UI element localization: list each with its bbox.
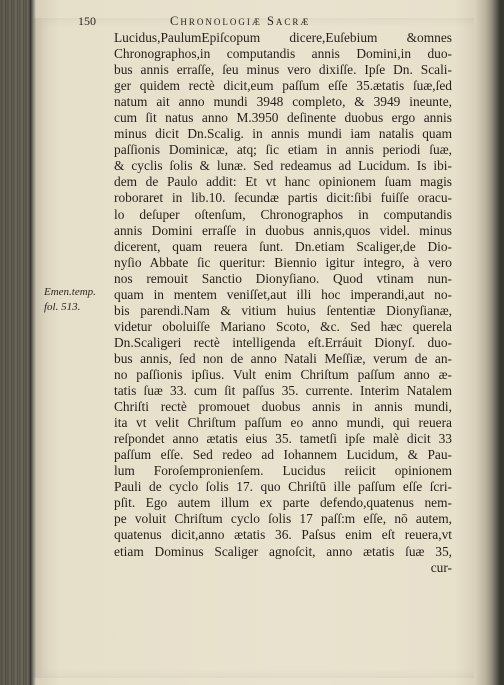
text-line: etiam Dominus Scaliger agnoſcit, anno ætatis ſuæ 35, — [114, 543, 452, 559]
running-title: Chronologiæ Sacræ — [170, 14, 311, 28]
text-line: pe voluit Chriſtum cyclo ſolis 17 paſſ:m eſſe, nō autem, — [114, 511, 452, 527]
text-line: Pauli de cyclo ſolis 17. quo Chriſtū ille paſſum eſſe ſcri- — [114, 479, 452, 495]
margin-note-line: fol. 513. — [44, 301, 81, 313]
text-line: bis parendi.Nam & vitium huius ſententiæ Dionyſianæ, — [114, 302, 452, 318]
text-line: quatenus dicit,anno ætatis 36. Paſsus enim eſt reuera,vt — [114, 527, 452, 543]
text-line: ita vt velit Chriſtum paſſum eo anno mundi, qui reuera — [114, 415, 452, 431]
text-line: ger quidem rectè dicit,eum paſſum eſſe 35.ætatis ſuæ,ſed — [114, 78, 452, 94]
text-line: nos remouit Sanctio Dionyſiano. Quod vtinam nun- — [114, 270, 452, 286]
text-line: bus annis, ſed non de anno Natali Meſſiæ, verum de an- — [114, 350, 452, 366]
book-binding-edge — [0, 0, 30, 685]
text-line: Chriſti rectè promouet duobus annis in annis mundi, — [114, 399, 452, 415]
text-line: dicerent, quam reuera ſunt. Dn.etiam Scaliger,de Dio- — [114, 238, 452, 254]
text-line: & cyclis ſolis & lunæ. Sed redeamus ad Lucidum. Is ibi- — [114, 158, 452, 174]
text-line: videtur oboluiſſe Mariano Scoto, &c. Sed hæc querela — [114, 318, 452, 334]
margin-note-line: Emen.temp. — [44, 286, 96, 298]
body-text — [114, 30, 452, 576]
text-line: lo deſuper oſtenſum, Chronographos in computandis — [114, 206, 452, 222]
text-line: pſit. Ego autem illum ex parte defendo,quatenus nem- — [114, 495, 452, 511]
text-line: nyſio Abbate ſic queritur: Biennio igitur integro, à vero — [114, 254, 452, 270]
text-line: reſpondet anno ætatis eius 35. tametſi ipſe malè dicit 33 — [114, 431, 452, 447]
page-number: 150 — [78, 14, 96, 28]
text-line: no paſſionis ipſius. Vult enim Chriſtum paſſum anno æ- — [114, 366, 452, 382]
text-line: paſſionis Dominicæ, atq; ſic etiam in annis periodi ſuæ, — [114, 142, 452, 158]
text-line: cum ſit natus anno M.3950 deſinente duobus ergo annis — [114, 110, 452, 126]
margin-note — [44, 285, 110, 315]
text-line: natum ait anno mundi 3948 completo, & 3949 ineunte, — [114, 94, 452, 110]
text-line: Chronographos,in computandis annis Domini,in duo- — [114, 46, 452, 62]
text-line: dem de Paulo addit: Et vt hanc opinionem ſuam magis — [114, 174, 452, 190]
text-line: Lucidus,PaulumEpiſcopum dicere,Euſebium &omnes — [114, 30, 452, 45]
page-header — [78, 14, 458, 30]
text-line: bus annis erraſſe, ſeu minus vero dixiſſe. Ipſe Dn. Scali- — [114, 62, 452, 78]
text-line: tatis ſuæ 33. cum ſit paſſus 35. currente. Interim Natalem — [114, 383, 452, 399]
text-line: annis Domini erraſſe in duobus annis,quos videl. minus — [114, 222, 452, 238]
text-line: Dn.Scaligeri rectè intelligenda eſt.Erráuit Dionyſ. duo- — [114, 334, 452, 350]
text-line: minus dicit Dn.Scalig. in annis mundi iam natalis quam — [114, 126, 452, 142]
text-line: lum Foroſempronienſem. Lucidus reiicit opinionem — [114, 463, 452, 479]
text-line: paſſum eſſe. Sed redeo ad Iohannem Lucidum, & Pau- — [114, 447, 452, 463]
text-line: roboraret in lib.10. ſecundæ partis dicit:ſibi fuiſſe oracu- — [114, 190, 452, 206]
text-line: quam in mentem veniſſet,aut illi hoc imperandi,aut no- — [114, 286, 452, 302]
catchword: cur- — [430, 559, 452, 575]
